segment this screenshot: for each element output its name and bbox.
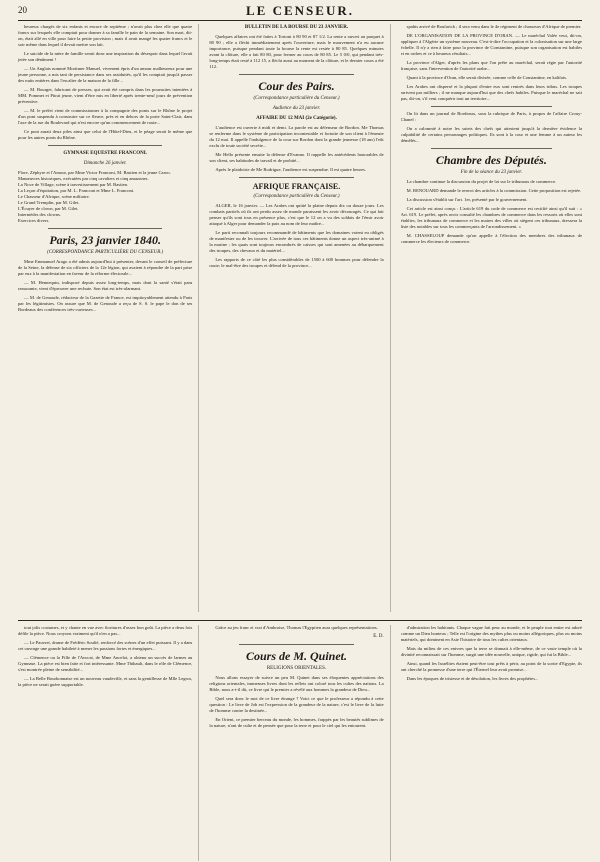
lower-column-2 [209, 625, 390, 861]
page-number: 20 [18, 5, 27, 15]
paragraph: Cet article est ainsi conçu : L'article 619 du code de commerce est rectifié ainsi qu'il suit : « Art. 619. Le préfet, après avoir consulté les chambres de commerce dans les ressorts où elles sont établies, les tribunaux de commerce et les maires des villes où siègent ces tribunaux, dressera la liste des notables sur tous les commerçants de l'arrondissement. » [400, 206, 582, 229]
theatre-title: GYMNASE EQUESTRE FRANCONI. [63, 151, 147, 156]
chamber-date: Fin de la séance du 23 janvier. [460, 170, 523, 175]
paragraph: heureux chargés de six enfants et encore de septième ; n'avait plus chez elle que quatre francs sur lesquels elle comptait pour donner à sa famille le pain de la semaine. Son mari, dit-on, était allé en ville pour faire la petite provision ; mais il avait mangé les quatre francs et le soir même dans lequel il devait mettre son lait. [18, 24, 193, 47]
theatre-line: La Leçon d'équitation, par M. L. Franconi et Mme L. Franconi. [18, 188, 135, 193]
paragraph: La province d'Alger, d'après les plans que l'on prête au maréchal, serait régie par l'autorité française, sans l'intervention de l'autorité arabe... [400, 60, 582, 71]
court-title: Cour des Pairs. [258, 79, 335, 93]
quinet-sub: RELIGIONS ORIENTALES. [266, 666, 327, 671]
paragraph: — M. Hennequin, indisposé depuis assez long-temps, mais dont la santé s'était paru rassurante, vient d'éprouver une rechute. Son état est très-alarmant. [18, 280, 193, 291]
paragraph: — Clémence ou la Fille de l'Avocat, de Mme Ancelot, a obtenu un succès de larmes au Gymnase. La pièce est bien faite et fort intéressante. Mme Thibault, dans le rôle de Clémence, s'est montrée pleine de sensibilité... [18, 655, 193, 672]
divider [48, 145, 162, 146]
paragraph: Mme Emmanuel Arago a été admis aujourd'hui à présenter, devant le conseil de préfecture de la Seine, la défense de six officiers de la 12e légion, qui avaient à répondre de la part prise par eux à la manifestation en faveur de la réforme électorale... [18, 259, 193, 276]
lower-columns [18, 620, 582, 861]
paragraph: — M. le préfet vient de commissionner à la compagnie des ponts sur le Rhône le projet d'un pont suspendu à construire sur ce fleuve, près et en dehors de la porte Saint-Clair, dans l'axe de la rue du Boulevard qui n'est encore qu'un commencement de route... [18, 108, 193, 125]
paragraph: Dans les époques de tristesse et de désolation, les livres des prophètes... [406, 676, 539, 681]
theatre-line: Exercices divers. [18, 218, 50, 223]
paragraph: Ce pont aurait deux piles ainsi que celui de l'Hôtel-Dieu, et le péage serait le même que pour les autres ponts du Rhône. [18, 129, 193, 140]
paragraph: — La Belle Bourbonnaise est un nouveau vaudeville, et sans la gentillesse de Mlle Legros, la pièce ne serait guère supportable. [18, 676, 193, 687]
column-2 [209, 24, 390, 612]
paragraph: — Le Pauvret, drame de Frédéric Soulié, renforcé des scènes d'un effet puissant. Il y a dans cet ouvrage une grande habileté à mener les passions fortes et énergiques... [18, 640, 193, 651]
theatre-line: Flore, Zéphyre et l'Amour, par Mme Victor Franconi, M. Bastien et la jeune Caroo. [18, 170, 171, 175]
paragraph: ALGER, le 16 janvier. — Les Arabes ont quitté la plaine depuis dix ou douze jours. Les combats partiels où ils ont perdu assez de monde paraissent les avoir découragés. Ce qui fait penser qu'ils sont tous en présence plus, c'est que le 12 on a vu des soldats de l'émir avoir attaqué à Alger pour demander la paix au nom de leur maître... [209, 203, 384, 226]
theatre-line: L'Écuyer de clown, par M. Gilet. [18, 206, 79, 211]
chamber-title: Chambre des Députés. [435, 153, 547, 167]
paragraph: DE L'ORGANISATION DE LA PROVINCE D'ORAN. — Le maréchal Valée veut, dit-on, appliquer à l'Algérie un système nouveau. C'est-à-dire l'occupation et la colonisation sur une large échelle. Il n'y a rien à faire pour la province de Constantine, puisque son organisation est habiles et en ordres et ce à heureux résultats... [400, 33, 582, 56]
afrique-sub: (Correspondance particulière du Censeur.) [253, 194, 340, 199]
paragraph: Quel sera donc le mot de ce livre étrange ? Voici ce que le professeur a répondu à cette question : Le livre de Job est l'expression de la grandeur de la nature, c'est le livre de la lutte de l'homme contre la destinée... [209, 696, 384, 713]
paragraph: — Un Anglais nommé Mortimer Manuel, vivement épris d'un amour malheureux pour une jeune personne, a mis tant de persistance dans ses assiduités, qu'il les comptait jusqu'à passer des nuits entières dans l'escalier de la maison de la fille... [18, 66, 193, 83]
paragraph: Après le plaidoirie de Me Rodrigue, l'audience est suspendue. Il est quatre heures. [215, 167, 367, 172]
paragraph: En Orient, ce premier berceau du monde, les hommes, frappés par les beautés sublimes de la nature, n'ont de culte et de pensée que pour la terre et pour le ciel qui les entourent. [209, 717, 384, 728]
divider [431, 106, 552, 107]
paragraph: tout jolis costumes, et y chante en vue avec fioritures d'assez bon goût. La pièce a deux fois défile la pièce. Nous croyons vraiment qu'il n'en a pas... [18, 625, 193, 636]
signature: E. D. [373, 634, 384, 639]
paragraph: spahis arrivé de Boufarick ; il sera venu dans le 4e régiment de chasseurs d'Afrique de premier. [406, 24, 582, 29]
bourse-title: BULLETIN DE LA BOURSE DU 23 JANVIER. [244, 25, 349, 30]
upper-columns [18, 24, 582, 612]
court-sub: (Correspondance particulière du Censeur.) [253, 96, 340, 101]
theatre-line: Le Grand Tremplin, par M. Gilet. [18, 200, 80, 205]
masthead [18, 2, 582, 21]
paragraph: La chambre continue la discussion du projet de loi sur le tribunaux de commerce. [406, 179, 557, 184]
paragraph: On lit dans un journal de Bordeaux, sous la rubrique de Paris, à propos de l'affaire Crouy-Chanel : [400, 111, 582, 122]
theatre-program [18, 170, 192, 224]
divider [431, 148, 552, 149]
paragraph: Le suicide de la mère de famille serait donc une inspiration du désespoir dans lequel l'avait jetée son dénûment ! [18, 51, 193, 62]
theatre-line: Manœuvres historiques, exécutées par cinq cavaliers et cinq amazones. [18, 176, 149, 181]
paragraph: Quant à la province d'Oran, elle serait divisée, comme celle de Constantine, en kalifats. [406, 75, 568, 80]
paragraph: Quelques affaires ont été faites à Tortoni à 80 90 et 87 1/2. La rente a ouvert au parquet à 80 90 ; elle a fléchi immédiatement après l'ouverture, mais le mouvement n'a eu aucune importance, puisque pendant toute la bourse la rente est restée à 80 85. Quelques minutes avant la clôture, elle a fait 80 80, pour fermer au cours de 80 85. Le 5 0/0, qui pendant très-long-temps était resté à 112 15, a fléchi aussi au moment de la clôture, et le dernier cours a été 112. [209, 34, 384, 69]
divider [239, 644, 353, 645]
headline-paris: Paris, 23 janvier 1840. [49, 233, 161, 247]
paragraph: Nous allons essayer de suivre un peu M. Quinet dans ses éloquentes appréciations des religions orientales, immenses livres dont les reflets ont coloré tous les cultes des nations. La Bible, nous a-t-il dit, ce livre qui le premier a révélé aux hommes la grandeur de Dieu... [209, 675, 384, 692]
lower-column-1 [18, 625, 199, 861]
paragraph: d'admiration les habitants. Chaque vague fait peur au monde, et le peuple tout entier est adoré comme un Dieu honteux ; Telle est l'origine des mythes plus ou moins allégoriques, plus ou moins matériels, qui dominent en Asie l'histoire de tous les cultes orientaux. [400, 625, 582, 642]
paragraph: — M. de Genoude, rédacteur de la Gazette de France, est impitoyablement attendu à Paris par les légitimistes. On assure que M. de Genoude a reçu de S. S. le pape le don de ses Bordeaux des conférences très-curieuses... [18, 295, 193, 312]
paragraph: L'audience est ouverte à midi et demi. La parole est au défenseur de Bordon. Me Thomas se renferme dans le système de participation incontestable et fortuite de son client à l'émeute du 12 mai. Il appelle l'indulgence de la cour sur Bordon dont la grande jeunesse (18 ans) l'eût exclu de toute société secrète... [209, 125, 384, 148]
quinet-title: Cours de M. Quinet. [245, 649, 347, 663]
paragraph: — M. Bourget, fabricant de presses, qui avait été compris dans les poursuites intentées à MM. Pommet et Pitrat jeune, vient d'être mis en liberté après trente-neuf jours de prévention préventive. [18, 87, 193, 104]
theatre-date: Dimanche 26 janvier. [83, 161, 127, 166]
divider [48, 228, 162, 229]
paragraph: Mais du milieu de ces enivres que la terre se donnait à elle-même, de ce vaste temple où la divinité reconnaissait sur l'homme, surgit une idée nouvelle, unique, rigide, qui fut la Bible... [400, 646, 582, 657]
court-affair: AFFAIRE DU 12 MAI (2e Catégorie). [256, 116, 337, 121]
court-date: Audience du 23 janvier. [272, 106, 321, 111]
lower-column-3 [401, 625, 582, 861]
theatre-line: Intermèdes des clowns. [18, 212, 61, 217]
theatre-line: Le Chasseur d'Afrique, scène militaire. [18, 194, 90, 199]
theatre-line: La Noce de Village, scène à travestissement par M. Bastien. [18, 182, 129, 187]
afrique-title: AFRIQUE FRANÇAISE. [252, 182, 341, 191]
paragraph: Les Arabes ont dispersé et la plupart d'entre eux sont rentrés dans leurs tribus. Les troupes arrivent par milliers ; il ne manque aujourd'hui que des chefs habiles. Puisque le maréchal ne sait pas, dit-on, s'il veut conquérir tout un territoire... [400, 84, 582, 101]
divider [239, 74, 353, 75]
column-3 [401, 24, 582, 612]
paragraph: Les rapports de ce côté les plus considérables de 1500 à 600 hommes pour défendre la route; le mal-être des troupes et défend de la province... [209, 257, 384, 268]
paragraph: Ainsi, quand les Israélites étaient peut-être tout prêts à périr, au point de la sortie d'Egypte, ils ont cherché la promesse d'une terre qui l'Éternel leur avait promise... [400, 661, 582, 672]
divider [239, 177, 353, 178]
paragraph: On a calomnié à notre les suiets des chefs qui attestent jusqu'à la dernière évidence la culpabilité de certains personnages politiques. Ils sont à la cour et une femme à un auteur les démêlés... [400, 126, 582, 143]
paragraph: M. CHASSELOUP demande qu'on appelle à l'élection des membres des tribunaux de commerce les électeurs de commerce. [400, 233, 582, 244]
newspaper-title: LE CENSEUR. [246, 3, 354, 18]
paragraph: Me Hello présente ensuite la défense d'Evanno. Il rappelle les antécédents honorables de son client, ses habitudes de travail et de probité... [209, 152, 384, 163]
headline-sub: (CORRESPONDANCE PARTICULIÈRE DU CENSEUR.) [47, 250, 164, 255]
paragraph: Grâce au jeu franc et vrai d'Ambroise, Thomas l'Egyptien aura quelques représentations. [215, 625, 378, 630]
paragraph: M. RENOUARD demande le renvoi des articles à la commission. Cette proposition est rejetée. [406, 188, 582, 193]
column-1 [18, 24, 199, 612]
paragraph: La discussion s'établit sur l'art. 1er, présenté par le gouvernement. [406, 197, 528, 202]
paragraph: Le parti reconnaît toujours recommandé de bâtiments que les domaines voient eu obligés de manifester ou de les trouver. L'arrivée de tous ces bâtiments donne un aspect très-animé à la marine ; les quais sont toujours encombrés de caisses qui sont amenées au débarquement des troupes, des chevaux et du matériel... [209, 230, 384, 253]
